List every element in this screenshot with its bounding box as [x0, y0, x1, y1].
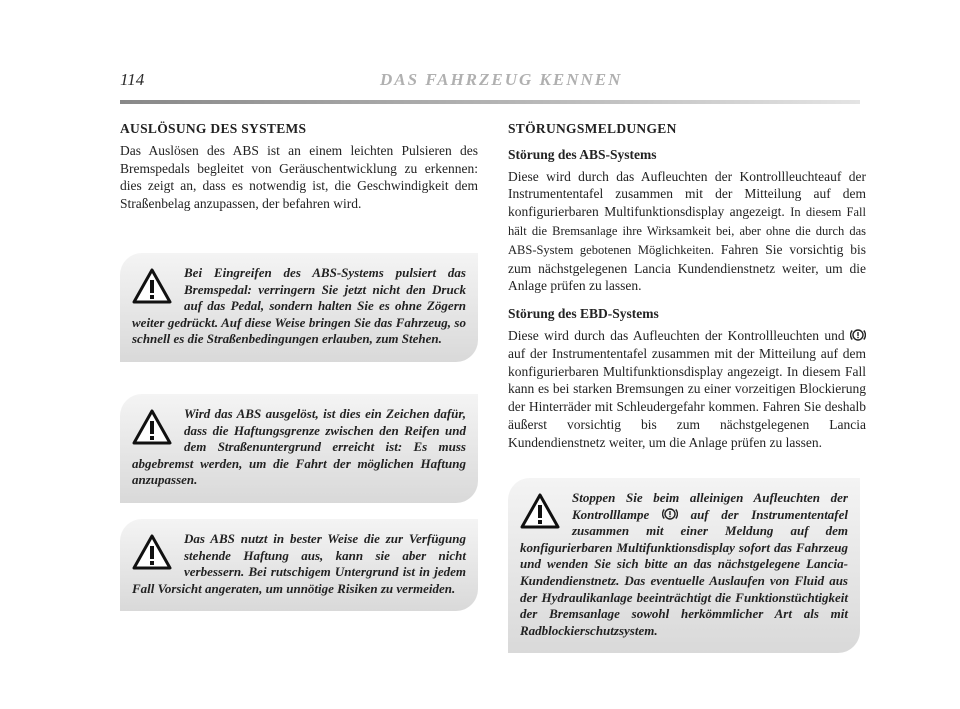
warning-box-4 — [508, 478, 860, 653]
abs-fault-text — [508, 168, 866, 296]
warning-text-4a: Stoppen Sie beim alleinigen Aufleuchten der Kontrolllampe — [572, 490, 848, 522]
warning-triangle-icon — [132, 408, 172, 446]
abs-fault-text-2: In diesem Fall hält die Bremsanlage ihre Wirksamkeit bei, aber ohne die durch das ABS-System gebotenen Möglichkeiten. — [508, 205, 866, 257]
ebd-fault-title: Störung des EBD-Systems — [508, 306, 659, 322]
warning-box-2 — [120, 394, 478, 503]
header-rule — [120, 100, 860, 104]
section-heading-stoerungsmeldungen: STÖRUNGSMELDUNGEN — [508, 121, 677, 136]
running-title: DAS FAHRZEUG KENNEN — [380, 70, 623, 89]
warning-text-2: Wird das ABS ausgelöst, ist dies ein Zeichen dafür, dass die Haftungsgrenze zwischen den Reifen und dem Straßenuntergrund erreicht ist: Es muss abgebremst werden, um die Fahrt der möglichen Haftung anzupassen. — [132, 406, 466, 488]
ebd-fault-text-a: Diese wird durch das Aufleuchten der Kontrollleuchten und — [508, 327, 845, 343]
page-number: 114 — [120, 70, 145, 89]
abs-fault-text-1: Diese wird durch das Aufleuchten der Kontrollleuchteauf der Instrumententafel zusammen mit der Mitteilung auf dem konfigurierbaren Multifunktionsdisplay angezeigt. — [508, 168, 866, 220]
left-column — [120, 120, 478, 213]
ebd-fault-text — [508, 327, 866, 452]
warning-text-4b: auf der Instrumententafel zusammen mit einer Meldung auf dem konfigurierbaren Multifunktionsdisplay sofort das Fahrzeug und wenden Sie sich bitte an das nächstgelegene Lancia-Kundendienstnetz. Das eventuelle Auslaufen von Fluid aus der Hydraulikanlage beeinträchtigt die Funktionstüchtigkeit der Bremsanlage sowohl herkömmlicher Art als mit Radblockierschutzsystem. — [520, 506, 849, 638]
right-column — [508, 120, 866, 452]
brake-warning-icon — [850, 328, 866, 342]
warning-triangle-icon — [132, 533, 172, 571]
ebd-fault-text-b: auf der Instrumententafel zusammen mit der Mitteilung auf dem konfigurierbaren Multifunktionsdisplay angezeigt. In diesem Fall kann es bei starken Bremsungen zu einer vorzeitigen Blockierung der Hinterräder mit Schleudergefahr kommen. Fahren Sie deshalb äußerst vorsichtig bis zum nächstgelegenen Lancia Kundendienstnetz weiter, um die Anlage prüfen zu lassen. — [508, 345, 866, 450]
warning-triangle-icon — [132, 267, 172, 305]
brake-warning-icon — [662, 507, 678, 521]
warning-box-3 — [120, 519, 478, 611]
abs-fault-title: Störung des ABS-Systems — [508, 146, 657, 162]
warning-box-1 — [120, 253, 478, 362]
ausloesung-text: Das Auslösen des ABS ist an einem leichten Pulsieren des Bremspedals begleitet von Geräuschentwicklung zu erkennen: dies zeigt an, dass es notwendig ist, die Geschwindigkeit dem Straßenbelag anzupassen, der befahren wird. — [120, 142, 478, 212]
abs-fault-text-3: Fahren Sie vorsichtig bis zum nächstgelegenen Lancia Kundendienstnetz weiter, um die Anlage prüfen zu lassen. — [508, 241, 866, 294]
section-heading-ausloesung: AUSLÖSUNG DES SYSTEMS — [120, 121, 307, 136]
page-header — [120, 70, 860, 110]
warning-text-1: Bei Eingreifen des ABS-Systems pulsiert das Bremspedal: verringern Sie jetzt nicht den Druck auf das Pedal, sondern halten Sie es ohne Zögern weiter gedrückt. Auf diese Weise bringen Sie das Fahrzeug, so schnell es die Straßenbedingungen erlauben, zum Stehen. — [132, 265, 466, 347]
warning-text-3: Das ABS nutzt in bester Weise die zur Verfügung stehende Haftung aus, kann sie aber nicht verbessern. Bei rutschigem Untergrund ist in jedem Fall Vorsicht angeraten, um unnötige Risiken zu vermeiden. — [132, 531, 466, 596]
warning-triangle-icon — [520, 492, 560, 530]
